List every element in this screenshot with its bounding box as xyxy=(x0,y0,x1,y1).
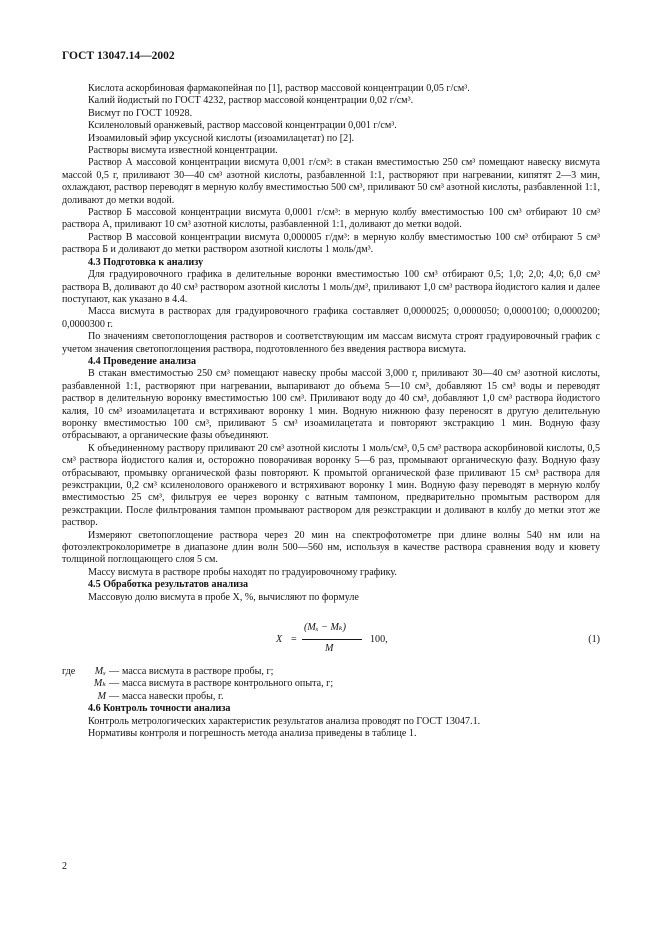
section-4-6-paragraph: Контроль метрологических характеристик результатов анализа проводят по ГОСТ 13047.1. xyxy=(88,715,481,727)
standard-header: ГОСТ 13047.14—2002 xyxy=(62,50,175,62)
legend-dash: — xyxy=(108,678,120,690)
page-number: 2 xyxy=(62,861,68,872)
formula-lhs: X xyxy=(276,634,283,646)
section-4-5-paragraph: Массовую долю висмута в пробе X, %, вычисляют по формуле xyxy=(88,591,359,603)
section-4-3-heading: 4.3 Подготовка к анализу xyxy=(88,256,204,268)
reagent-line: Растворы висмута известной концентрации. xyxy=(88,145,278,157)
legend-symbol: Mₓ xyxy=(94,666,106,678)
legend-row xyxy=(62,678,600,690)
formula-block xyxy=(62,620,600,660)
legend-lead: где xyxy=(62,666,76,678)
section-4-3-paragraph: По значениям светопоглощения растворов и соответствующим им массам висмута строят градуировочный график с учетом значения светопоглощения раствора, подготовленного без введения раствора висмута. xyxy=(62,331,600,355)
formula-number: (1) xyxy=(588,634,600,646)
legend-text: масса навески пробы, г. xyxy=(122,690,224,702)
legend-text: масса висмута в растворе пробы, г; xyxy=(122,666,274,678)
reagent-line: Калий йодистый по ГОСТ 4232, раствор массовой концентрации 0,02 г/см³. xyxy=(88,95,414,107)
legend-row xyxy=(62,691,600,703)
reagent-line: Ксиленоловый оранжевый, раствор массовой концентрации 0,001 г/см³. xyxy=(88,120,397,132)
solution-v-paragraph: Раствор В массовой концентрации висмута 0,000005 г/дм³: в мерную колбу вместимостью 100 см³ отбирают 5 см³ раствора Б и доливают до метки раствором азотной кислоты 1 моль/дм³. xyxy=(62,231,600,256)
section-4-6-paragraph: Нормативы контроля и погрешность метода анализа приведены в таблице 1. xyxy=(88,728,417,740)
legend-text: масса висмута в растворе контрольного опыта, г; xyxy=(122,678,334,690)
section-4-3-paragraph: Для градуировочного графика в делительные воронки вместимостью 100 см³ отбирают 0,5; 1,0; 2,0; 4,0; 6,0 см³ раствора В, доливают до 40 см³ раствором азотной кислоты 1 моль/дм³, приливают 1,0 см³ раствора йодистого калия и далее поступают, как указано в 4.4. xyxy=(62,269,600,305)
solution-b-paragraph: Раствор Б массовой концентрации висмута 0,0001 г/см³: в мерную колбу вместимостью 100 см³ отбирают 10 см³ раствора А, приливают 10 см³ азотной кислоты, разбавленной 1:1, доливают до метки водой. xyxy=(62,207,600,231)
reagent-line: Кислота аскорбиновая фармакопейная по [1], раствор массовой концентрации 0,05 г/см³. xyxy=(88,83,470,94)
legend-symbol: M xyxy=(97,690,106,702)
section-4-6-heading: 4.6 Контроль точности анализа xyxy=(88,703,231,715)
fraction-bar xyxy=(302,639,362,640)
legend-row xyxy=(62,666,600,678)
solution-a-paragraph: Раствор А массовой концентрации висмута 0,001 г/см³: в стакан вместимостью 250 см³ помещают навеску висмута массой 0,5 г, приливают 30—40 см³ азотной кислоты, разбавленной 1:1, растворяют при нагревании, кипятят 2—3 мин, охлаждают, раствор переводят в мерную колбу вместимостью 500 см³, приливают 50 см³ азотной кислоты, разбавленной 1:1, доливают до метки водой. xyxy=(62,157,600,206)
formula-equals: = xyxy=(291,634,297,646)
section-4-4-paragraph: В стакан вместимостью 250 см³ помещают навеску пробы массой 3,000 г, приливают 30—40 см³ азотной кислоты, разбавленной 1:1, растворяют при нагревании, выпаривают до объема 5—10 см³, добавляют 15 см³ воды и переводят раствор в делительную воронку вместимостью 100 см³. Приливают воду до 40 см³, добавляют 1,0 см³ раствора йодистого калия, 10 см³ изоамилацетата и встряхивают воронку 1 мин. Водную нижнюю фазу переносят в другую делительную воронку вместимостью 100 см³, приливают 5 см³ изоамилацетата и повторяют экстракцию 1 мин. Водную фазу отбрасывают, а органические фазы объединяют. xyxy=(62,368,600,442)
legend-dash: — xyxy=(108,690,120,702)
section-4-4-paragraph: К объединенному раствору приливают 20 см³ азотной кислоты 1 моль/см³, 0,5 см³ раствора аскорбиновой кислоты, 0,5 см³ раствора йодистого калия и, осторожно поворачивая воронку 5—6 раз, промывают органическую фазу. Водную фазу отбрасывают, промывку органической фазы повторяют. К промытой органической фазе приливают 15 см³ раствора для реэкстракции, 0,2 см³ ксиленолового оранжевого и встряхивают воронку 1 мин. Водную фазу переводят в мерную колбу вместимостью 25 см³, фильтруя ее через воронку с ватным тампоном, предварительно промытым раствором для реэкстракции. После фильтрования тампон промывают раствором для реэкстракции и доливают в колбу до метки этот же раствор. xyxy=(62,442,600,529)
reagent-line: Висмут по ГОСТ 10928. xyxy=(88,107,193,119)
legend-symbol: Mₖ xyxy=(93,678,106,690)
formula-factor: 100, xyxy=(370,634,388,646)
legend-dash: — xyxy=(108,666,120,678)
formula-denominator: M xyxy=(325,643,334,655)
section-4-4-paragraph: Массу висмута в растворе пробы находят по градуировочному графику. xyxy=(88,566,397,578)
section-4-4-heading: 4.4 Проведение анализа xyxy=(88,355,196,367)
document-page xyxy=(62,50,600,741)
section-4-5-heading: 4.5 Обработка результатов анализа xyxy=(88,579,249,591)
section-4-3-paragraph: Масса висмута в растворах для градуировочного графика составляет 0,0000025; 0,0000050; 0,0000100; 0,0000200; 0,0000300 г. xyxy=(62,306,600,330)
reagent-list xyxy=(62,83,600,157)
formula-numerator: (Mₓ − Mₖ) xyxy=(304,622,346,634)
variable-legend xyxy=(62,666,600,703)
section-4-4-paragraph: Измеряют светопоглощение раствора через 20 мин на спектрофотометре при длине волны 540 нм или на фотоэлектроколориметре в диапазоне длин волн 500—560 нм, используя в качестве раствора сравнения воду и кювету толщиной поглощающего слоя 5 см. xyxy=(62,529,600,566)
reagent-line: Изоамиловый эфир уксусной кислоты (изоамилацетат) по [2]. xyxy=(88,132,354,144)
